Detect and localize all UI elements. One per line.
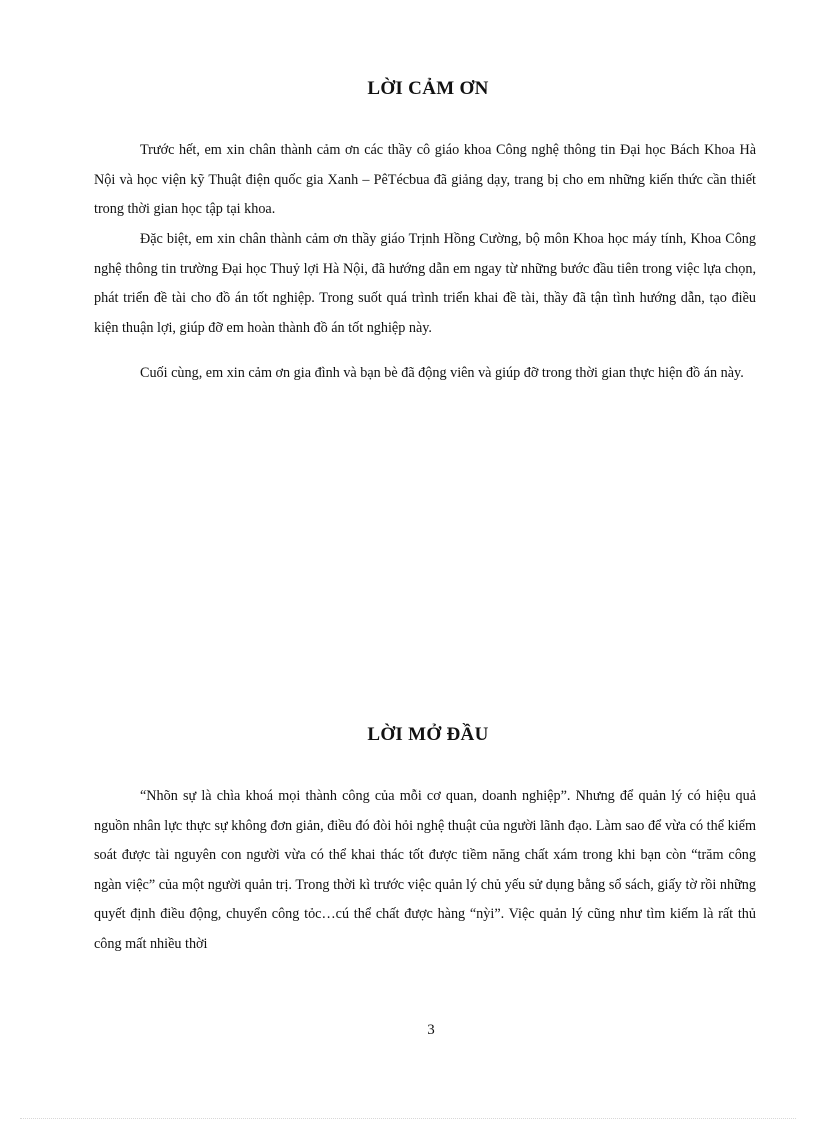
acknowledgement-paragraph-2: Đặc biệt, em xin chân thành cảm ơn thầy giáo Trịnh Hồng Cường, bộ môn Khoa học máy tính, Khoa Công nghệ thông tin trường Đại học Thuỷ lợi Hà Nội, đã hướng dẫn em ngay từ những bước đầu tiên trong việc lựa chọn, phát triển đề tài cho đồ án tốt nghiệp. Trong suốt quá trình triển khai đề tài, thầy đã tận tình hướng dẫn, tạo điều kiện thuận lợi, giúp đỡ em hoàn thành đồ án tốt nghiệp này. bbox=[94, 231, 756, 336]
page-bottom-divider bbox=[20, 1118, 796, 1119]
acknowledgement-paragraph-1: Trước hết, em xin chân thành cảm ơn các thầy cô giáo khoa Công nghệ thông tin Đại học Bách Khoa Hà Nội và học viện kỹ Thuật điện quốc gia Xanh – PêTécbua đã giảng dạy, trang bị cho em những kiến thức cần thiết trong thời gian học tập tại khoa. bbox=[94, 142, 756, 217]
acknowledgement-paragraph-3: Cuối cùng, em xin cảm ơn gia đình và bạn bè đã động viên và giúp đỡ trong thời gian thực hiện đồ án này. bbox=[140, 365, 744, 381]
acknowledgement-title: LỜI CẢM ƠN bbox=[367, 78, 489, 99]
introduction-paragraph-1: “Nhõn sự là chìa khoá mọi thành công của mỗi cơ quan, doanh nghiệp”. Nhưng để quản lý có hiệu quả nguồn nhân lực thực sự không đơn giản, điều đó đòi hỏi nghệ thuật của người lãnh đạo. Làm sao để vừa có thể kiểm soát được tài nguyên con người vừa có thể khai thác tốt được tiềm năng chất xám trong khi bạn còn “trăm công ngàn việc” của một người quản trị. Trong thời kì trước việc quản lý chủ yếu sử dụng bằng sổ sách, giấy tờ rồi những quyết định điều động, chuyển công tỏc…cú thể chất được hàng “nỳi”. Việc quản lý cũng như tìm kiếm là rất thủ công mất nhiều thời bbox=[94, 788, 756, 952]
page-number: 3 bbox=[427, 1022, 435, 1038]
introduction-title: LỜI MỞ ĐẦU bbox=[367, 724, 489, 745]
